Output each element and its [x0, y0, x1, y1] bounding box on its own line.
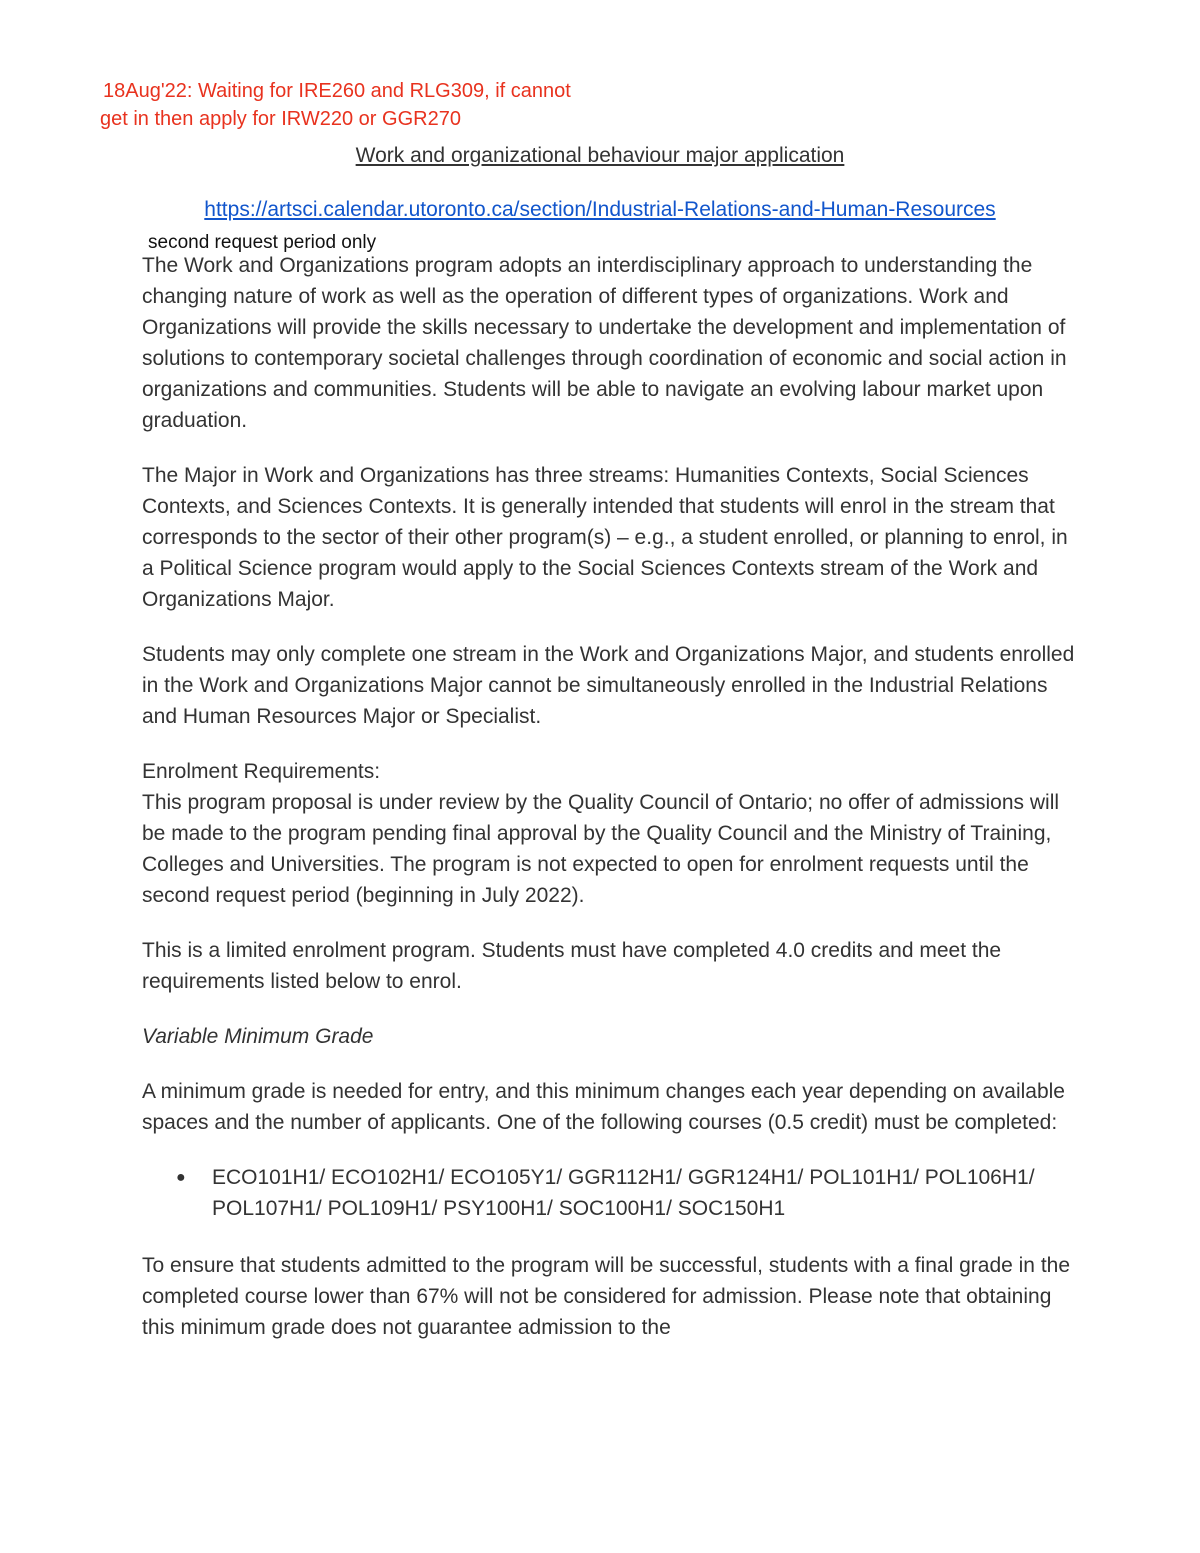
- document-title: Work and organizational behaviour major application: [355, 144, 845, 167]
- quality-council-paragraph: This program proposal is under review by the Quality Council of Ontario; no offer of admissions will be made to the program pending final approval by the Quality Council and the Ministry of Training, Colleges and Universities. The program is not expected to open for enrolment requests until the second request period (beginning in July 2022).: [142, 791, 1060, 907]
- list-item: [176, 1162, 1077, 1224]
- final-grade-paragraph: To ensure that students admitted to the program will be successful, students with a final grade in the completed course lower than 67% will not be considered for admission. Please note that obtaining this minimum grade does not guarantee admission to the: [142, 1254, 1071, 1339]
- streams-paragraph: The Major in Work and Organizations has three streams: Humanities Contexts, Social Sciences Contexts, and Sciences Contexts. It is generally intended that students will enrol in the stream that corresponds to the sector of their other program(s) – e.g., a student enrolled, or planning to enrol, in a Political Science program would apply to the Social Sciences Contexts stream of the Work and Organizations Major.: [142, 464, 1068, 611]
- calendar-link-container: [0, 196, 1200, 224]
- enrolment-requirements-heading: Enrolment Requirements:: [142, 760, 381, 783]
- calendar-link[interactable]: https://artsci.calendar.utoronto.ca/section/Industrial-Relations-and-Human-Resources: [204, 198, 996, 221]
- request-period-note: second request period only: [148, 232, 377, 253]
- document-body: [142, 250, 1077, 1343]
- handwritten-note-line-2: get in then apply for IRW220 or GGR270: [100, 108, 461, 130]
- program-description-paragraph: The Work and Organizations program adopts an interdisciplinary approach to understanding the changing nature of work as well as the operation of different types of organizations. Work and Organizations will provide the skills necessary to undertake the development and implementation of solutions to contemporary societal challenges through coordination of economic and social action in organizations and communities. Students will be able to navigate an evolving labour market upon graduation.: [142, 254, 1067, 432]
- handwritten-note-line-1: 18Aug'22: Waiting for IRE260 and RLG309, if cannot: [103, 80, 571, 102]
- variable-minimum-grade-heading: Variable Minimum Grade: [142, 1025, 374, 1048]
- limited-enrolment-paragraph: This is a limited enrolment program. Students must have completed 4.0 credits and meet the requirements listed below to enrol.: [142, 939, 1002, 993]
- stream-restriction-paragraph: Students may only complete one stream in the Work and Organizations Major, and students enrolled in the Work and Organizations Major cannot be simultaneously enrolled in the Industrial Relations and Human Resources Major or Specialist.: [142, 643, 1075, 728]
- course-list: [142, 1162, 1077, 1224]
- minimum-grade-paragraph: A minimum grade is needed for entry, and this minimum changes each year depending on available spaces and the number of applicants. One of the following courses (0.5 credit) must be completed:: [142, 1080, 1065, 1134]
- course-list-text: ECO101H1/ ECO102H1/ ECO105Y1/ GGR112H1/ GGR124H1/ POL101H1/ POL106H1/ POL107H1/ POL109H1/ PSY100H1/ SOC100H1/ SOC150H1: [212, 1166, 1035, 1220]
- bullet-icon: ●: [176, 1169, 186, 1186]
